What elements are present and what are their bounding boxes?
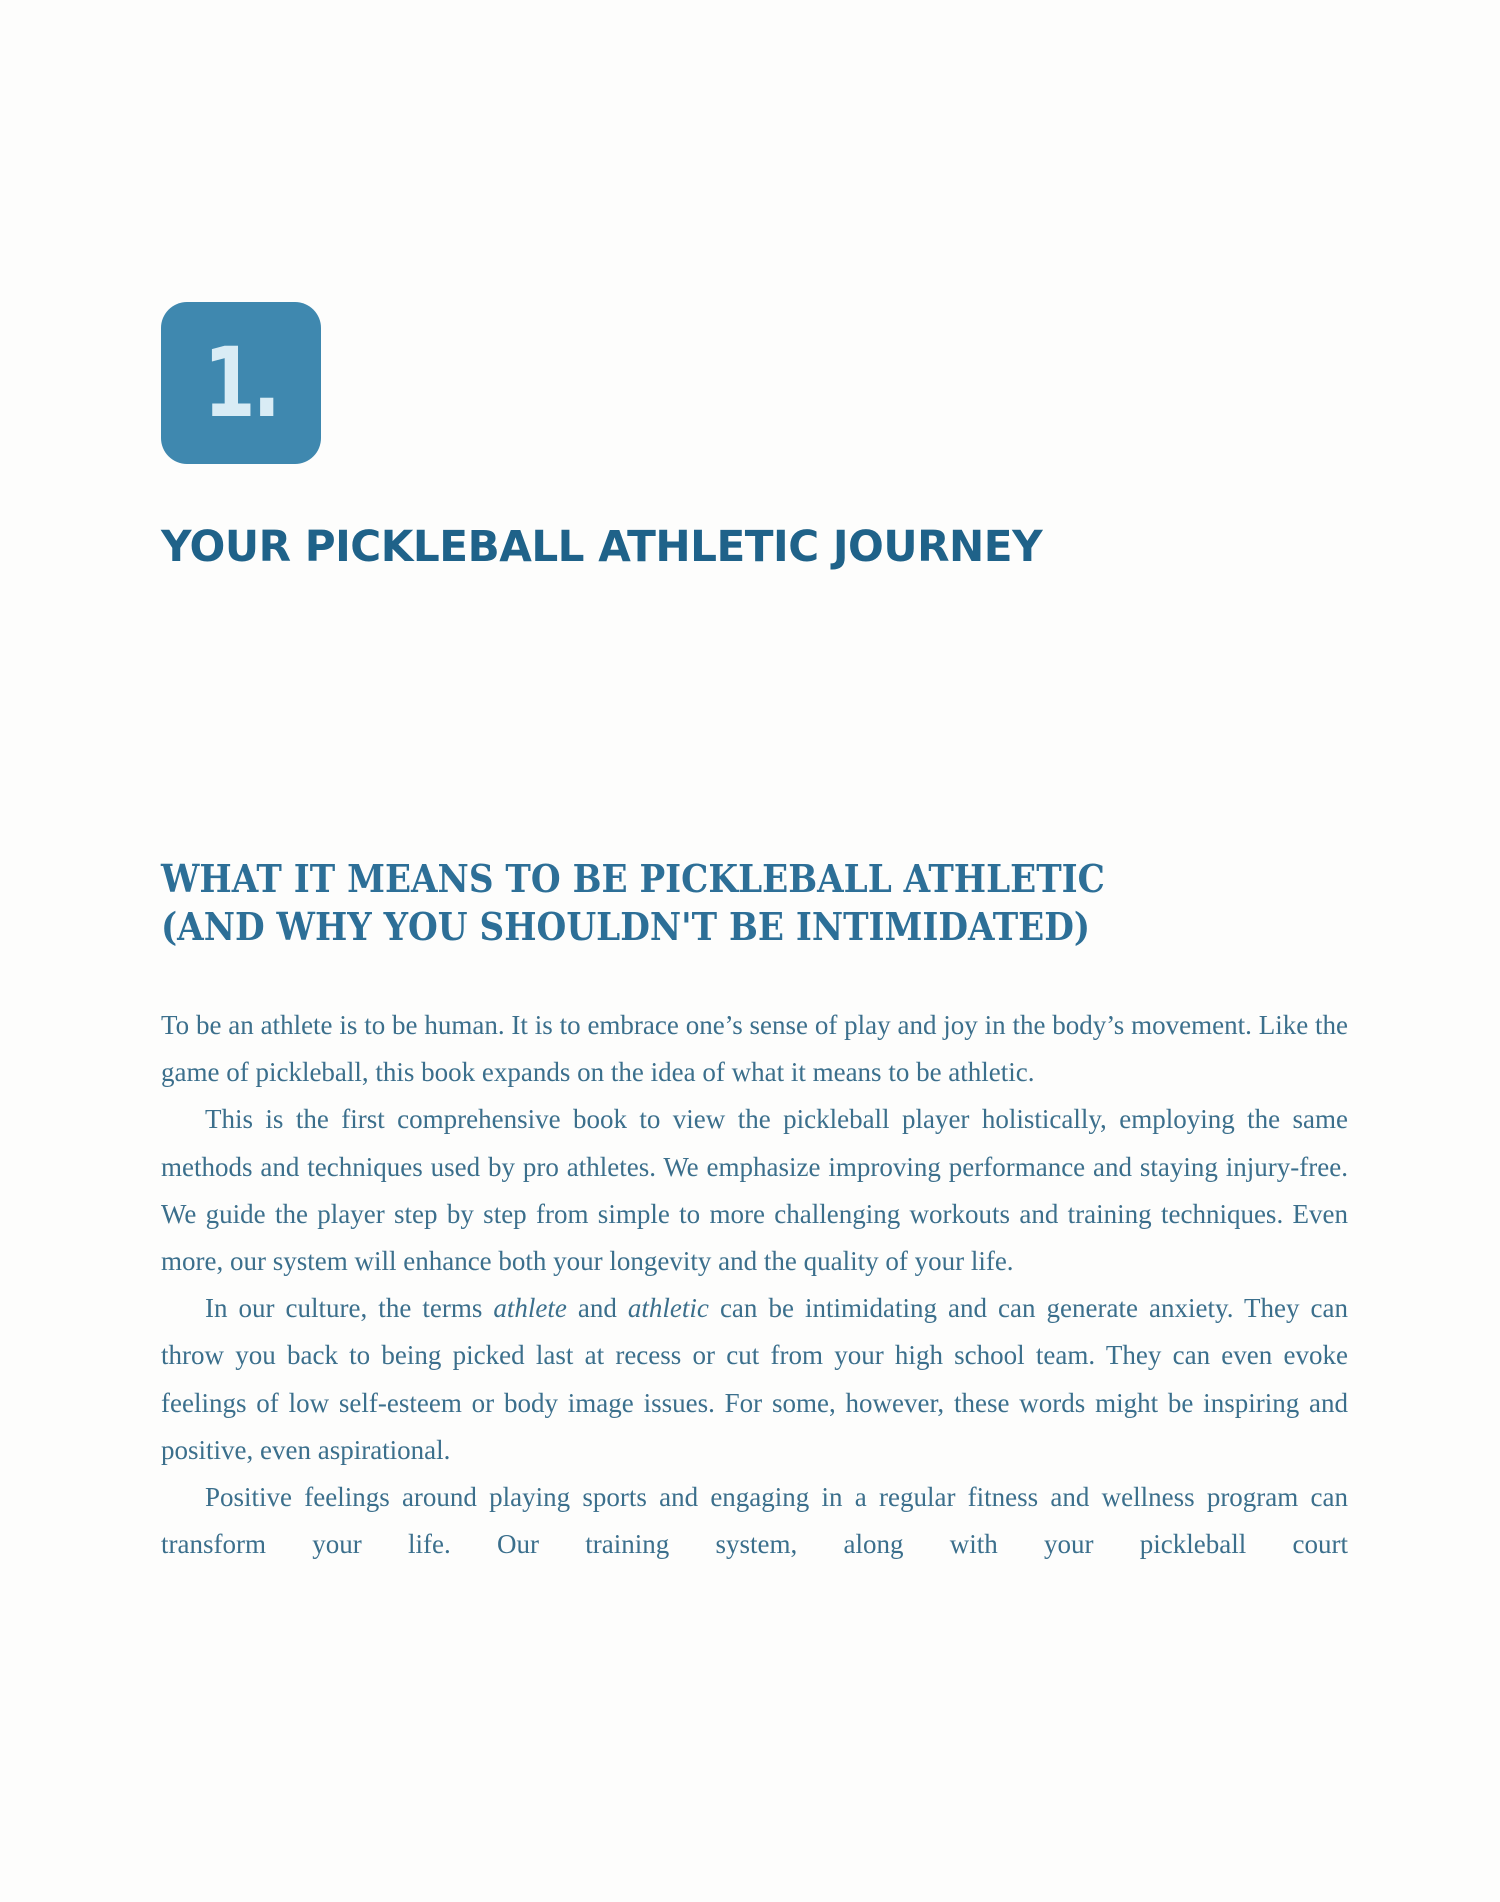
paragraph-3-text-b: and xyxy=(566,1293,628,1324)
chapter-title: YOUR PICKLEBALL ATHLETIC JOURNEY xyxy=(161,522,1043,572)
paragraph-3-text-c: can be intimidating and can generate anxiety. They can throw you back to being picked last at recess or cut from your high school team. They can even evoke feelings of low self-esteem or body image issues. For some, however, these words might be inspiring and positive, even aspirational. xyxy=(161,1293,1349,1465)
paragraph-3 xyxy=(161,1285,1348,1474)
chapter-number: 1. xyxy=(203,327,279,439)
chapter-number-badge xyxy=(161,302,321,464)
term-athlete: athlete xyxy=(493,1293,567,1324)
paragraph-2: This is the first comprehensive book to view the pickleball player holistically, employing the same methods and techniques used by pro athletes. We emphasize improving performance and staying injury-free. We guide the player step by step from simple to more challenging workouts and training techniques. Even more, our system will enhance both your longevity and the quality of your life. xyxy=(161,1104,1348,1277)
section-heading-line-2: (AND WHY YOU SHOULDN'T BE INTIMIDATED) xyxy=(161,904,1091,949)
section-heading xyxy=(161,855,1105,951)
paragraph-4: Positive feelings around playing sports and engaging in a regular fitness and wellness program can transform your life. Our training system, along with your pickleball court xyxy=(161,1482,1348,1560)
term-athletic: athletic xyxy=(627,1293,709,1324)
section-heading-line-1: WHAT IT MEANS TO BE PICKLEBALL ATHLETIC xyxy=(161,856,1105,901)
paragraph-3-text-a: In our culture, the terms xyxy=(205,1293,494,1324)
body-text xyxy=(161,1002,1348,1568)
paragraph-1: To be an athlete is to be human. It is to embrace one’s sense of play and joy in the body’s movement. Like the game of pickleball, this book expands on the idea of what it means to be athletic. xyxy=(161,1010,1348,1088)
